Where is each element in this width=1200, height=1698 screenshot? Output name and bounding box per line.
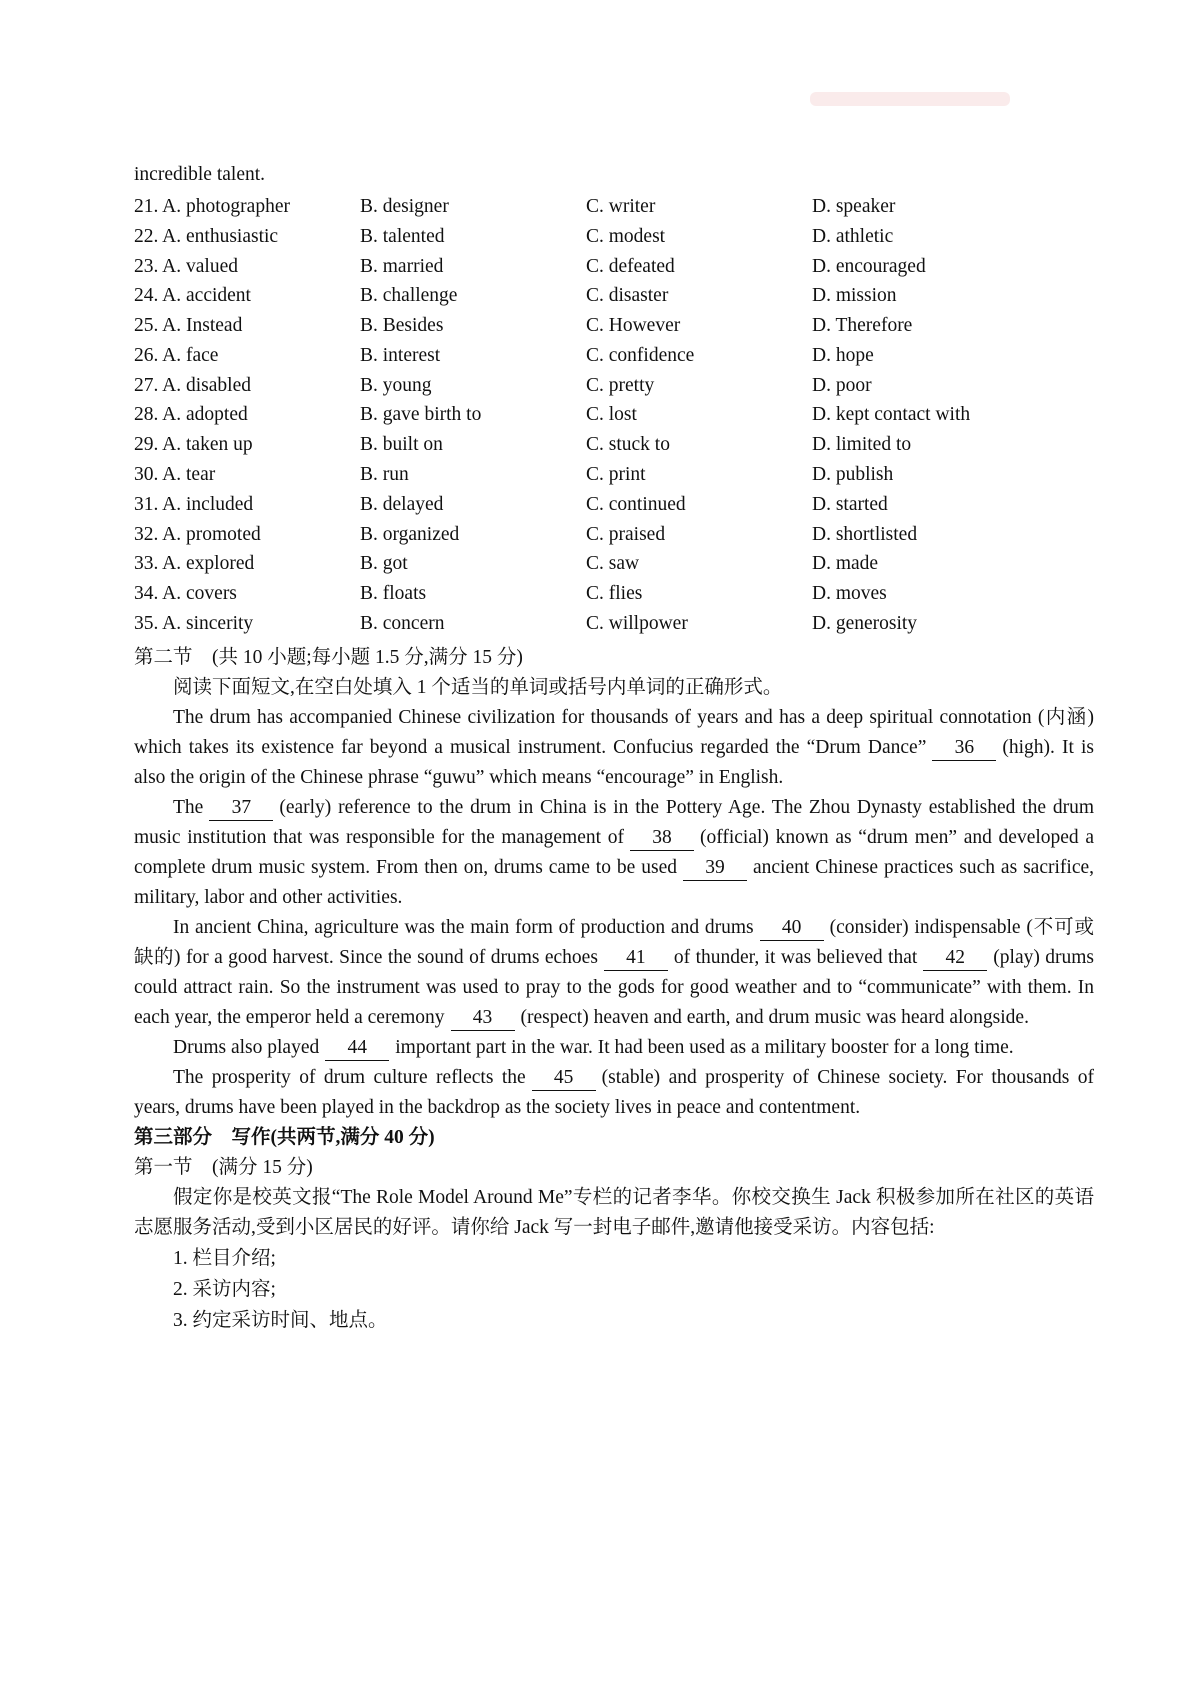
requirement-item: 1. 栏目介绍; [173, 1247, 276, 1269]
option-n: 27. A. disabled [134, 374, 251, 396]
blank-38: 38 [630, 826, 694, 851]
option-d: D. publish [812, 464, 894, 486]
option-n: 28. A. adopted [134, 404, 248, 426]
option-row [134, 520, 1094, 550]
option-row [134, 579, 1094, 609]
passage-paragraph-2 [134, 793, 1094, 913]
option-c: C. modest [586, 225, 666, 247]
option-n: 29. A. taken up [134, 434, 253, 456]
passage-text: (early) reference to the drum in China is in the Pottery Age. The Zhou Dynasty established the drum music institution that was responsible for the management of [134, 796, 1094, 848]
passage-paragraph-1 [134, 703, 1094, 793]
option-d: D. speaker [812, 195, 896, 217]
option-d: D. started [812, 493, 888, 515]
option-row [134, 311, 1094, 341]
option-b: B. got [360, 553, 408, 575]
blank-42: 42 [923, 946, 987, 971]
option-d: D. limited to [812, 434, 912, 456]
option-d: D. generosity [812, 613, 918, 635]
option-row [134, 490, 1094, 520]
option-d: D. mission [812, 285, 897, 307]
blank-44: 44 [325, 1036, 389, 1061]
passage-text: (consider) indispensable (不可或缺的) for a good harvest. Since the sound of drums echoes [134, 916, 1094, 968]
option-b: B. concern [360, 613, 445, 635]
passage-text: (stable) and prosperity of Chinese society. For thousands of years, drums have been played in the backdrop as the society lives in peace and contentment. [134, 1066, 1094, 1118]
option-n: 30. A. tear [134, 464, 216, 486]
option-b: B. designer [360, 195, 449, 217]
option-row [134, 252, 1094, 282]
option-n: 34. A. covers [134, 583, 237, 605]
option-c: C. continued [586, 493, 686, 515]
option-n: 22. A. enthusiastic [134, 225, 279, 247]
requirement-item: 3. 约定采访时间、地点。 [173, 1309, 388, 1331]
option-b: B. married [360, 255, 444, 277]
option-row [134, 430, 1094, 460]
options-table [134, 192, 1094, 639]
option-n: 24. A. accident [134, 285, 251, 307]
blank-43: 43 [451, 1006, 515, 1031]
option-row [134, 609, 1094, 639]
option-n: 31. A. included [134, 493, 254, 515]
passage-text: of thunder, it was believed that [673, 946, 918, 968]
passage-text: (respect) heaven and earth, and drum music was heard alongside. [520, 1006, 1029, 1028]
option-n: 35. A. sincerity [134, 613, 254, 635]
option-n: 21. A. photographer [134, 195, 290, 217]
option-b: B. organized [360, 523, 460, 545]
option-d: D. poor [812, 374, 872, 396]
part3-title: 第三部分 写作(共两节,满分 40 分) [134, 1126, 435, 1148]
option-row [134, 341, 1094, 371]
writing-requirements [134, 1243, 1094, 1336]
option-d: D. athletic [812, 225, 894, 247]
part3-section1-title: 第一节 (满分 15 分) [134, 1156, 313, 1178]
blank-45: 45 [532, 1066, 596, 1091]
option-b: B. talented [360, 225, 445, 247]
option-d: D. shortlisted [812, 523, 918, 545]
option-c: C. However [586, 315, 681, 337]
passage-text: ancient Chinese practices such as sacrifice, military, labor and other activities. [134, 856, 1095, 908]
option-c: C. defeated [586, 255, 675, 277]
blank-37: 37 [209, 796, 273, 821]
option-d: D. encouraged [812, 255, 926, 277]
option-b: B. challenge [360, 285, 458, 307]
option-d: D. moves [812, 583, 887, 605]
option-row [134, 281, 1094, 311]
option-n: 25. A. Instead [134, 315, 243, 337]
option-b: B. delayed [360, 493, 444, 515]
option-c: C. writer [586, 195, 656, 217]
exam-page [134, 160, 1094, 1336]
passage-text: (official) known as “drum men” and developed a complete drum music system. From then on, drums came to be used [134, 826, 1095, 878]
option-d: D. made [812, 553, 879, 575]
option-b: B. run [360, 464, 409, 486]
option-c: C. flies [586, 583, 643, 605]
option-n: 23. A. valued [134, 255, 238, 277]
requirement-item: 2. 采访内容; [173, 1278, 276, 1300]
option-row [134, 192, 1094, 222]
passage-text: The [173, 796, 204, 818]
option-b: B. Besides [360, 315, 444, 337]
passage-text: The drum has accompanied Chinese civilization for thousands of years and has a deep spiritual connotation (内涵) which takes its existence far beyond a musical instrument. Confucius regarded the “Drum Dance” [134, 706, 1094, 758]
option-c: C. confidence [586, 344, 695, 366]
blank-40: 40 [760, 916, 824, 941]
option-row [134, 371, 1094, 401]
option-c: C. print [586, 464, 646, 486]
option-n: 32. A. promoted [134, 523, 261, 545]
option-b: B. interest [360, 344, 441, 366]
option-b: B. floats [360, 583, 427, 605]
writing-prompt: 假定你是校英文报“The Role Model Around Me”专栏的记者李华。你校交换生 Jack 积极参加所在社区的英语志愿服务活动,受到小区居民的好评。请你给 Jack 写一封电子邮件,邀请他接受采访。内容包括: [134, 1186, 1094, 1238]
option-d: D. kept contact with [812, 404, 971, 426]
option-d: D. Therefore [812, 315, 913, 337]
passage-text: Drums also played [173, 1036, 320, 1058]
passage-paragraph-4 [134, 1033, 1094, 1063]
option-row [134, 550, 1094, 580]
scan-smudge [810, 92, 1010, 106]
blank-39: 39 [683, 856, 747, 881]
option-c: C. pretty [586, 374, 655, 396]
passage-paragraph-5 [134, 1063, 1094, 1123]
section2-instruction: 阅读下面短文,在空白处填入 1 个适当的单词或括号内单词的正确形式。 [173, 676, 783, 698]
option-n: 26. A. face [134, 344, 219, 366]
intro-tail: incredible talent. [134, 164, 266, 185]
option-row [134, 460, 1094, 490]
option-c: C. disaster [586, 285, 669, 307]
option-n: 33. A. explored [134, 553, 255, 575]
passage-paragraph-3 [134, 913, 1094, 1033]
passage-text: In ancient China, agriculture was the main form of production and drums [173, 916, 754, 938]
option-c: C. praised [586, 523, 666, 545]
option-c: C. stuck to [586, 434, 670, 456]
passage-text: (play) drums could attract rain. So the instrument was used to pray to the gods for good weather and to “communicate” with them. In each year, the emperor held a ceremony [134, 946, 1095, 1028]
blank-36: 36 [932, 736, 996, 761]
option-b: B. built on [360, 434, 443, 456]
option-d: D. hope [812, 344, 874, 366]
section2-title: 第二节 (共 10 小题;每小题 1.5 分,满分 15 分) [134, 646, 523, 668]
option-row [134, 222, 1094, 252]
option-c: C. lost [586, 404, 637, 426]
passage-text: (high). It is also the origin of the Chinese phrase “guwu” which means “encourage” in English. [134, 736, 1094, 788]
option-c: C. willpower [586, 613, 688, 635]
option-c: C. saw [586, 553, 640, 575]
option-b: B. gave birth to [360, 404, 482, 426]
passage-text: important part in the war. It had been used as a military booster for a long time. [395, 1036, 1014, 1058]
blank-41: 41 [604, 946, 668, 971]
option-row [134, 401, 1094, 431]
option-b: B. young [360, 374, 432, 396]
passage-text: The prosperity of drum culture reflects the [173, 1066, 526, 1088]
